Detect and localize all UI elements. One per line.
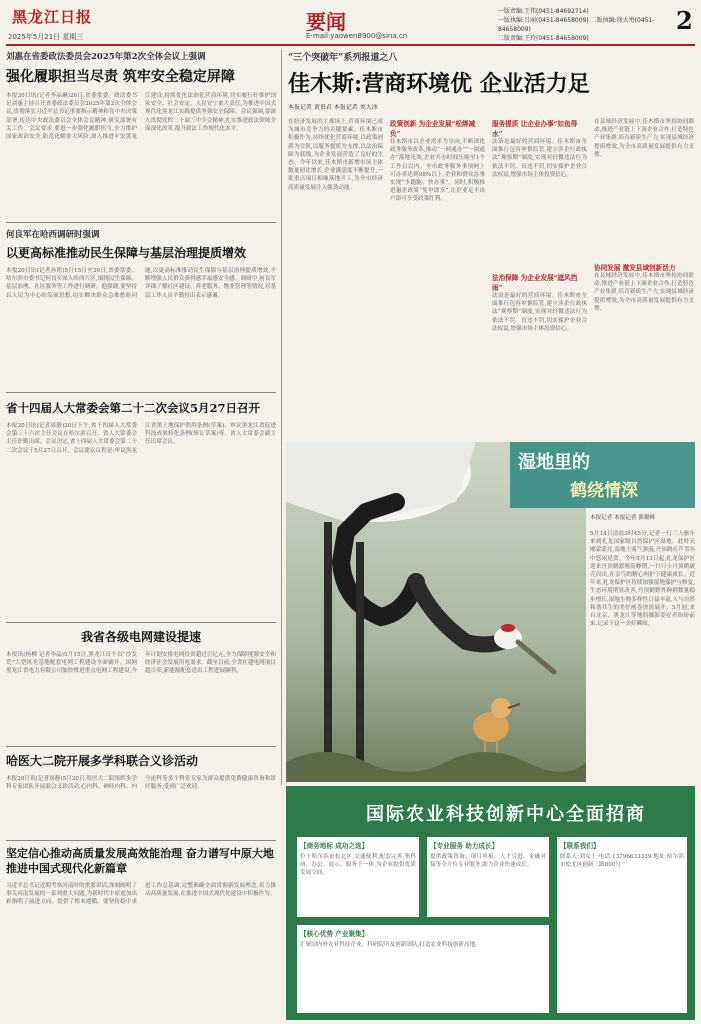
feature-subheading: 服务提质 让企业办事“如鱼得水” [492,120,578,138]
wetland-title-2: 鹤绕情深 [570,481,638,501]
divider [6,392,276,393]
advertisement [286,786,695,1020]
article-body: 本报20日讯(记者周静)20日下午,省十四届人大常委会第三十六次主任会议在哈尔滨召开。省人大常委会主任许勤出席。会议决定,省十四届人大常委会第二十二次会议于5月27日召开。会议建议议程是:审议黑龙江省黑土地保护利用条例(草案)、审议黑龙江省促进科技成果转化条例(修订草案)等。省人大常委会副主任出席会议。 [6,423,276,454]
article-kicker: 刘惠在省委政法委员会2025年第2次全体会议上强调 [6,52,206,62]
editor-line: 二版责编:王玲(0451-84658009) [498,35,589,42]
feature-jiamusi [288,50,695,460]
ad-box-title: 【核心优势 产业聚集】 [300,930,369,938]
feature-paragraph: 法治是最好的营商环境。佳木斯市全面推行包容审慎监管,建立涉企行政执法“观察期”制度,实现对轻微违法行为依法不罚、首违不罚,切实保护企业合法权益,增强市场主体投资信心。 [492,293,587,332]
feature-subheading: 协同发展 激发县域创新活力 [594,264,676,272]
feature-paragraph: 在县域经济发展中,佳木斯市坚持协同联动,推进产业链上下游企业合作,打造特色产业集群,培育新质生产力,实现县域经济提质增效,为全市高质量发展提供有力支撑。 [594,273,694,312]
ad-contact-title: 【联系我们】 [560,842,600,850]
editor-credits [498,7,668,43]
feature-paragraph: 在经济发展的主战场上,营商环境已成为城市竞争力的关键要素。佳木斯市积极作为,持续优化营商环境,以政策创新为引领,以服务提质为支撑,以法治保障为底线,为企业发展营造了良好的生态。今年以来,佳木斯市新增市场主体数量同比增长,企业满意度不断提升,一批重点项目相继落地开工,为全市经济高质量发展注入强劲动能。 [288,119,383,191]
ad-box-3 [296,924,550,1014]
feature-col-3 [492,118,587,458]
article-politics-law [6,50,276,218]
ad-box-body: 位于哈尔滨市松北区,交通便利,配套完善,集科研、办公、展示、服务于一体,为企业提供优质发展空间。 [300,854,416,877]
editor-line: 一版责编:王伟(0451-84692714) [498,8,589,15]
masthead [6,4,695,46]
feature-paragraph: 佳木斯市以企业需求为导向,不断深化政务服务改革,推动“一网通办”“一窗通办”落地见效,企业开办时间压缩至1个工作日以内。全市政务服务事项网上可办率达到98%以上,企业和群众办事实现“少跑腿、快办事”。同时,积极推进惠企政策“免申即享”,让企业足不出户即可享受政策红利。 [390,139,485,203]
wetland-byline: 本报记者 本报记者 郭俊峰 [590,515,656,521]
article-headline: 省十四届人大常委会第二十二次会议5月27日召开 [6,401,261,415]
wetland-title-band [510,442,695,508]
wetland-title: 湿地里的 [518,452,590,473]
ad-box-2 [426,836,550,918]
divider [6,746,276,747]
feature-col-4 [594,118,694,458]
ad-box-title: 【商务地标 成功之选】 [300,842,369,850]
article-npc-meeting [6,400,276,615]
feature-headline: 佳木斯:营商环境优 企业活力足 [288,71,590,97]
article-headline: 以更高标准推动民生保障与基层治理提质增效 [6,246,247,260]
article-kicker: 何良军在哈西调研时强调 [6,230,100,240]
wetland-body: 5月14日清晨3时45分,记者一行三人驱车来到扎龙国家级自然保护区湿地。此时天刚蒙蒙亮,湿地上雾气弥漫,丹顶鹤在芦苇丛中悠闲觅食。今年5月13日起,扎龙保护区迎来丹顶鹤繁殖高峰期,一只只小丹顶鹤破壳而出,在亲鸟的精心呵护下健康成长。近年来,扎龙保护区持续加强湿地保护与修复,生态环境明显改善,丹顶鹤野外种群数量稳步增长,湿地生物多样性日益丰富,人与自然和谐共生的美好画卷徐徐展开。5月初,来自北京、黑龙江等地的摄影爱好者纷纷前来,记录下这一美好瞬间。 [590,531,695,628]
article-headline: 强化履职担当尽责 筑牢安全稳定屏障 [6,69,235,85]
feature-body-col-1 [288,118,383,458]
page-number: 2 [676,6,693,35]
section-title: 要闻 [306,10,346,34]
issue-date: 2025年5月21日 星期三 [8,33,84,41]
ad-box-body: 汇聚国内外农业科技企业、科研院所及创新团队,打造农业科技创新高地。 [300,942,481,948]
ad-contact-body: 联系人:刘女士 电话:13796633339 地址:哈尔滨市松北区创新三路800号 [560,854,684,869]
divider [6,840,276,841]
article-body: 本报讯(杨柳 记者李晶)5月15日,黑龙江首个以“沙戈荒”大型风光基地配套电网工程建设全面铺开。国网黑龙江省电力有限公司加快推进重点电网工程建设,今年计划安排电网投资超过百亿元,全力保障能源安全和经济社会发展用电需求。截至目前,全省在建电网项目超百项,新能源配套送出工程进展顺利。 [6,652,276,675]
divider [6,222,276,223]
divider [6,622,276,623]
article-hospital-clinic [6,752,276,837]
newspaper-logo: 黑龙江日报 [12,8,93,26]
article-body: 本报20日讯(记者周静)5月20日,哈医大二院组织多学科专家团队开展联合义诊活动,心内科、神经内科、内分泌科等多个科室专家为群众提供免费健康咨询和诊疗服务,受到广泛欢迎。 [6,776,276,791]
article-commentary [6,846,276,1020]
column-divider [281,50,282,785]
section-email[interactable]: E-mail:yaowen8900@sina.cn [306,32,408,40]
feature-paragraph: 法治是最好的营商环境。佳木斯市全面推行包容审慎监管,建立涉企行政执法“观察期”制度,实现对轻微违法行为依法不罚、首违不罚,切实保护企业合法权益,增强市场主体投资信心。 [492,139,587,178]
article-harbin-livelihood [6,228,276,388]
ad-title: 国际农业科技创新中心全面招商 [366,804,646,825]
feature-subheading: 政策创新 为企业发展“松绑减负” [390,120,476,138]
ad-box-title: 【专业服务 助力成长】 [430,842,499,850]
article-body: 习近平总书记近期考察河南时的重要讲话,深刻阐明了事关河南发展的一系列重大问题,为新时代中原更加出彩指明了前进方向、提供了根本遵循。要坚持稳中求进工作总基调,完整准确全面贯彻新发展理念,着力推动高质量发展,在推进中国式现代化建设中积极作为。 [6,883,276,906]
feature-paragraph: 在县域经济发展中,佳木斯市坚持协同联动,推进产业链上下游企业合作,打造特色产业集群,培育新质生产力,实现县域经济提质增效,为全市高质量发展提供有力支撑。 [594,119,694,158]
article-body: 本报20日讯(记者孙铭)5月15日至20日,省委常委、哈尔滨市委书记何良军深入哈西片区,围绕民生保障、基层治理、社区服务等工作进行调研。他强调,要坚持以人民为中心的发展思想,切实解决群众急难愁盼问题,以更高标准推动民生保障与基层治理提质增效,不断增强人民群众获得感幸福感安全感。调研中,何良军详细了解社区建设、养老服务、物业管理等情况,对基层工作人员辛勤付出表示感谢。 [6,268,276,299]
feature-kicker: “三个突破年”系列报道之八 [288,53,398,63]
article-body: 本报20日讯(记者李晶琳)20日,省委常委、政法委书记刘惠主持召开省委政法委员会2025年第2次全体会议,贯彻落实习近平总书记重要指示精神和党中央决策部署,传达中央政法委员会全体会议精神,研究部署有关工作。会议要求,要进一步强化履职担当,全力维护国家政治安全,防范化解重大风险,深入推进平安黑龙江建设,持续优化法治化营商环境,切实履行好维护国家安全、社会安定、人民安宁重大责任,为推进中国式现代化黑龙江实践提供坚强安全保障。会议强调,要深入贯彻党的二十届三中全会精神,扎实推进政法领域全面深化改革,提升政法工作现代化水平。 [6,93,276,141]
article-power-grid [6,628,276,743]
ad-contact-box [556,836,688,1014]
feature-byline: 本报记者 黄贵君 本报记者 刘大冰 [288,104,378,111]
feature-col-2 [390,118,485,458]
wetland-sidebar [518,442,695,782]
feature-subheading: 法治保障 为企业发展“遮风挡雨” [492,274,578,292]
editor-line: 一版执编:吕丽(0451-84658009) 二版执编:徐大勇(0451-84658009) [498,17,655,33]
article-headline: 坚定信心推动高质量发展高效能治理 奋力谱写中原大地推进中国式现代化新篇章 [6,847,274,875]
article-headline: 哈医大二院开展多学科联合义诊活动 [6,754,199,768]
article-headline: 我省各级电网建设提速 [80,630,201,644]
ad-box-body: 提供政策咨询、项目申报、人才引进、金融对接等全方位专业服务,助力企业快速成长。 [430,854,546,869]
ad-box-1 [296,836,420,918]
